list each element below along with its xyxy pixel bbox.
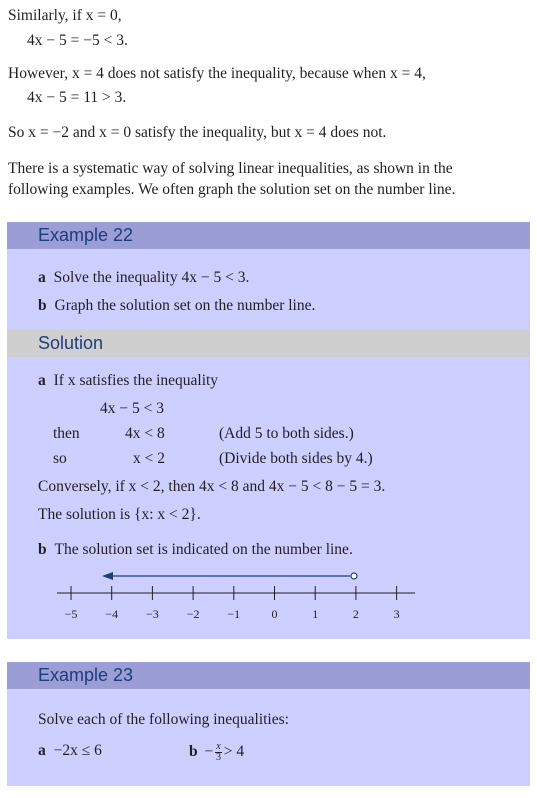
tick-label: −1: [227, 607, 241, 621]
intro-line-6: There is a systematic way of solving linear inequalities, as shown in the: [8, 160, 453, 177]
intro-line-3: However, x = 4 does not satisfy the inequality, because when x = 4,: [8, 65, 426, 82]
solution-a-text: If x satisfies the inequality: [53, 372, 219, 389]
intro-line-1: Similarly, if x = 0,: [8, 7, 122, 24]
tick-label: −3: [146, 607, 159, 621]
step-3-note: (Divide both sides by 4.): [219, 450, 373, 467]
e23-b-numerator: x: [216, 741, 221, 752]
e23-a-text: −2x ≤ 6: [53, 742, 102, 759]
e23-b-denominator: 3: [215, 752, 221, 763]
e23-b-minus: −: [204, 743, 214, 761]
intro-line-7: following examples. We often graph the solution set on the number line.: [8, 181, 456, 198]
example-22-part-a: [38, 269, 249, 287]
example-23-header: [7, 662, 530, 689]
step-2-note: (Add 5 to both sides.): [219, 425, 354, 442]
solution-set: The solution is {x: x < 2}.: [38, 506, 201, 523]
e23-b-rest: > 4: [223, 743, 245, 761]
part-a-label: a: [38, 269, 46, 286]
part-b-text: Graph the solution set on the number line.: [54, 297, 316, 314]
intro-line-4: 4x − 5 = 11 > 3.: [27, 89, 127, 106]
solution-part-b: [38, 541, 353, 559]
step-3: x < 2: [133, 450, 165, 467]
open-circle-at-2: [351, 573, 357, 579]
e23-b-fraction: [215, 742, 221, 763]
intro-line-5: So x = −2 and x = 0 satisfy the inequality, but x = 4 does not.: [8, 124, 387, 141]
solution-title: Solution: [38, 333, 104, 353]
tick-label: −5: [64, 607, 78, 621]
tick-label: −2: [186, 607, 200, 621]
example-23-part-a: [38, 742, 102, 760]
solution-b-label: b: [38, 541, 47, 558]
solution-arrowhead: [102, 572, 113, 580]
step-2: 4x < 8: [125, 425, 165, 442]
e23-a-label: a: [38, 742, 46, 759]
number-line: [7, 567, 530, 627]
conversely-line: Conversely, if x < 2, then 4x < 8 and 4x − 5 < 8 − 5 = 3.: [38, 478, 386, 495]
example-23-box: [7, 662, 530, 786]
part-b-label: b: [38, 297, 47, 314]
tick-label: 3: [393, 607, 400, 621]
solution-header: [7, 330, 530, 357]
solution-a-label: a: [38, 372, 46, 389]
example-23-part-b: [189, 742, 244, 763]
tick-label: −4: [105, 607, 119, 621]
example-22-title: Example 22: [38, 225, 134, 245]
then-label: then: [53, 425, 80, 442]
so-label: so: [53, 450, 67, 467]
tick-label: 1: [312, 607, 319, 621]
step-1: 4x − 5 < 3: [100, 400, 164, 417]
e23-b-label: b: [189, 743, 198, 761]
solution-part-a: [38, 372, 218, 390]
example-22-box: [7, 222, 530, 639]
solution-b-text: The solution set is indicated on the number line.: [54, 541, 353, 558]
part-a-text: Solve the inequality 4x − 5 < 3.: [53, 269, 250, 286]
example-22-part-b: [38, 297, 315, 315]
intro-line-2: 4x − 5 = −5 < 3.: [27, 32, 128, 49]
tick-label: 0: [271, 607, 278, 621]
example-23-intro: Solve each of the following inequalities:: [38, 711, 289, 728]
tick-label: 2: [352, 607, 359, 621]
example-22-header: [7, 222, 530, 249]
example-23-title: Example 23: [38, 665, 134, 685]
